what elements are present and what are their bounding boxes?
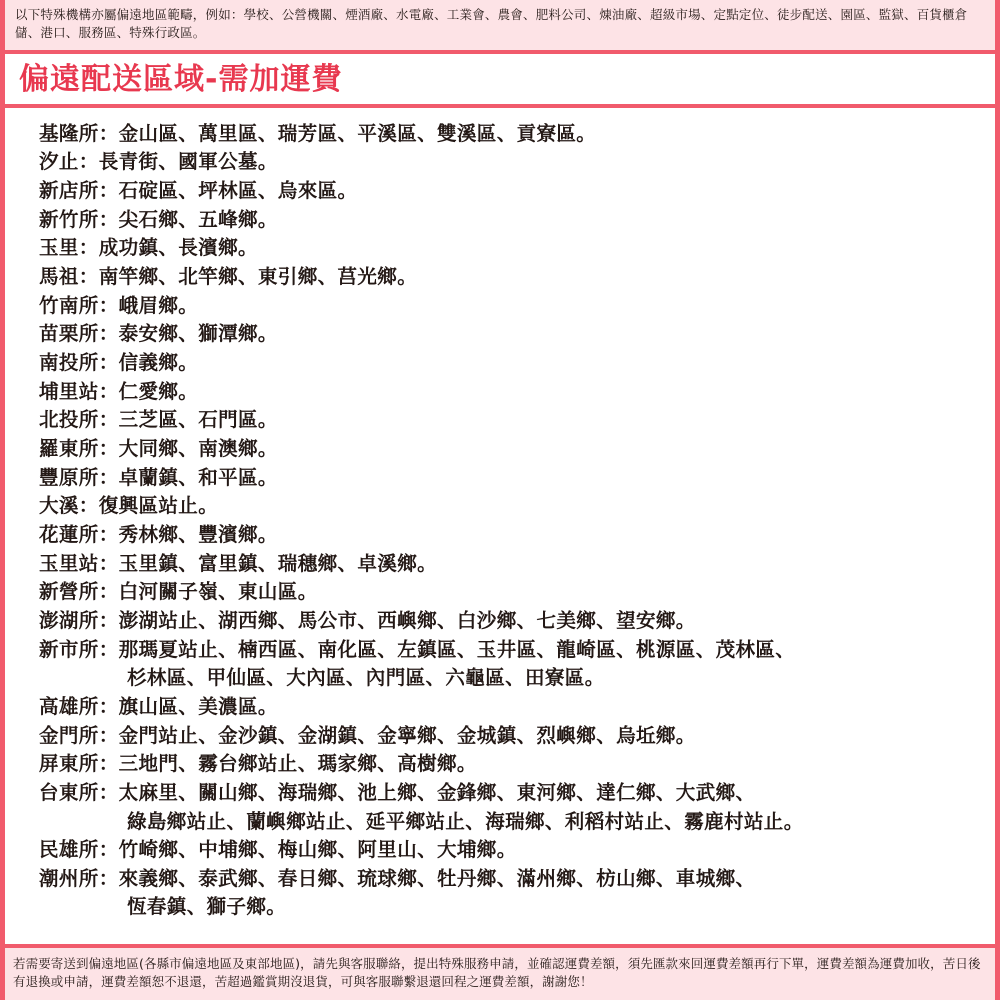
list-item (39, 234, 995, 263)
list-item (39, 435, 995, 464)
top-note-text: 以下特殊機構亦屬偏遠地區範疇，例如：學校、公營機關、煙酒廠、水電廠、工業會、農會、肥料公司、煉油廠、超級市場、定點定位、徒步配送、園區、監獄、百貨櫃倉儲、港口、服務區、特殊行政區。 (15, 7, 968, 41)
list-item (39, 664, 995, 693)
list-item (39, 292, 995, 321)
heading-section (5, 54, 995, 108)
list-item (39, 578, 995, 607)
area-value: 三地門、霧台鄉站止、瑪家鄉、高樹鄉。 (118, 752, 477, 776)
list-item (39, 893, 995, 922)
area-label: 苗栗所： (39, 322, 119, 346)
area-value: 卓蘭鎮、和平區。 (118, 465, 278, 489)
area-value: 泰安鄉、獅潭鄉。 (118, 322, 278, 346)
area-label: 玉里： (39, 236, 99, 260)
area-value: 長青街、國軍公墓。 (98, 150, 278, 174)
area-value: 秀林鄉、豐濱鄉。 (118, 522, 278, 546)
bottom-note-band (5, 944, 995, 1000)
list-item (39, 263, 995, 292)
list-item (39, 320, 995, 349)
area-label: 基隆所： (39, 121, 119, 145)
area-value: 南竿鄉、北竿鄉、東引鄉、莒光鄉。 (98, 265, 418, 289)
list-item (39, 120, 995, 149)
area-label: 豐原所： (39, 465, 119, 489)
list-item (39, 177, 995, 206)
area-label: 金門所： (39, 723, 119, 747)
area-value: 杉林區、甲仙區、大內區、內門區、六龜區、田寮區。 (127, 666, 605, 690)
list-item (39, 636, 995, 665)
area-value: 石碇區、坪林區、烏來區。 (118, 179, 358, 203)
area-value: 仁愛鄉。 (118, 379, 199, 403)
area-label: 台東所： (39, 780, 119, 804)
list-item (39, 206, 995, 235)
area-value: 那瑪夏站止、楠西區、南化區、左鎮區、玉井區、龍崎區、桃源區、茂林區、 (118, 637, 796, 661)
list-item (39, 378, 995, 407)
area-label: 大溪： (39, 494, 99, 518)
list-item (39, 722, 995, 751)
area-value: 來義鄉、泰武鄉、春日鄉、琉球鄉、牡丹鄉、滿州鄉、枋山鄉、車城鄉、 (118, 866, 756, 890)
area-label: 羅東所： (39, 436, 119, 460)
area-value: 峨眉鄉。 (118, 293, 199, 317)
area-label: 新店所： (39, 179, 119, 203)
area-value: 金門站止、金沙鎮、金湖鎮、金寧鄉、金城鎮、烈嶼鄉、烏坵鄉。 (118, 723, 696, 747)
area-value: 尖石鄉、五峰鄉。 (118, 207, 278, 231)
area-label: 花蓮所： (39, 522, 119, 546)
area-value: 金山區、萬里區、瑞芳區、平溪區、雙溪區、貢寮區。 (118, 121, 597, 145)
area-value: 旗山區、美濃區。 (118, 694, 278, 718)
list-item (39, 750, 995, 779)
bottom-note-text: 若需要寄送到偏遠地區(各縣市偏遠地區及東部地區)，請先與客服聯絡，提出特殊服務申請，並確認運費差額，須先匯款來回運費差額再行下單，運費差額為運費加收，苦日後有退換或申請，運費差額恕不退還，苦超過鑑賞期沒退貨，可與客服聯繫退還回程之運費差額，謝謝您！ (13, 955, 981, 990)
area-label: 新市所： (39, 637, 119, 661)
page-title: 偏遠配送區域-需加運費 (19, 62, 343, 98)
list-item (39, 808, 995, 837)
area-value: 綠島鄉站止、蘭嶼鄉站止、延平鄉站止、海瑞鄉、利稻村站止、霧鹿村站止。 (127, 809, 804, 833)
remote-area-list (5, 108, 995, 928)
area-value: 澎湖站止、湖西鄉、馬公市、西嶼鄉、白沙鄉、七美鄉、望安鄉。 (118, 608, 696, 632)
area-value: 玉里鎮、富里鎮、瑞穗鄉、卓溪鄉。 (118, 551, 438, 575)
area-value: 成功鎮、長濱鄉。 (98, 236, 258, 260)
list-item (39, 521, 995, 550)
area-label: 馬祖： (39, 265, 99, 289)
list-item (39, 836, 995, 865)
list-item (39, 865, 995, 894)
list-item (39, 779, 995, 808)
list-item (39, 492, 995, 521)
list-item (39, 349, 995, 378)
area-value: 三芝區、石門區。 (118, 408, 278, 432)
list-item (39, 607, 995, 636)
list-item (39, 550, 995, 579)
list-item (39, 148, 995, 177)
area-label: 澎湖所： (39, 608, 119, 632)
area-value: 信義鄉。 (118, 351, 199, 374)
area-label: 南投所： (39, 351, 119, 374)
area-label: 埔里站： (39, 379, 119, 403)
area-value: 復興區站止。 (98, 494, 219, 518)
area-value: 白河關子嶺、東山區。 (118, 580, 318, 604)
list-item (39, 693, 995, 722)
area-value: 太麻里、關山鄉、海瑞鄉、池上鄉、金鋒鄉、東河鄉、達仁鄉、大武鄉、 (118, 780, 756, 804)
area-label: 民雄所： (39, 838, 119, 862)
area-label: 汐止： (39, 150, 99, 174)
list-item (39, 464, 995, 493)
area-value: 竹崎鄉、中埔鄉、梅山鄉、阿里山、大埔鄉。 (118, 838, 517, 862)
area-label: 高雄所： (39, 694, 119, 718)
area-label: 潮州所： (39, 866, 119, 890)
area-label: 北投所： (39, 408, 119, 432)
area-label: 新營所： (39, 580, 119, 604)
list-item (39, 406, 995, 435)
area-label: 屏東所： (39, 752, 119, 776)
area-label: 竹南所： (39, 293, 119, 317)
area-value: 恆春鎮、獅子鄉。 (127, 895, 287, 919)
area-label: 玉里站： (39, 551, 119, 575)
area-label: 新竹所： (39, 207, 119, 231)
top-note-band (5, 0, 995, 54)
area-value: 大同鄉、南澳鄉。 (118, 436, 278, 460)
